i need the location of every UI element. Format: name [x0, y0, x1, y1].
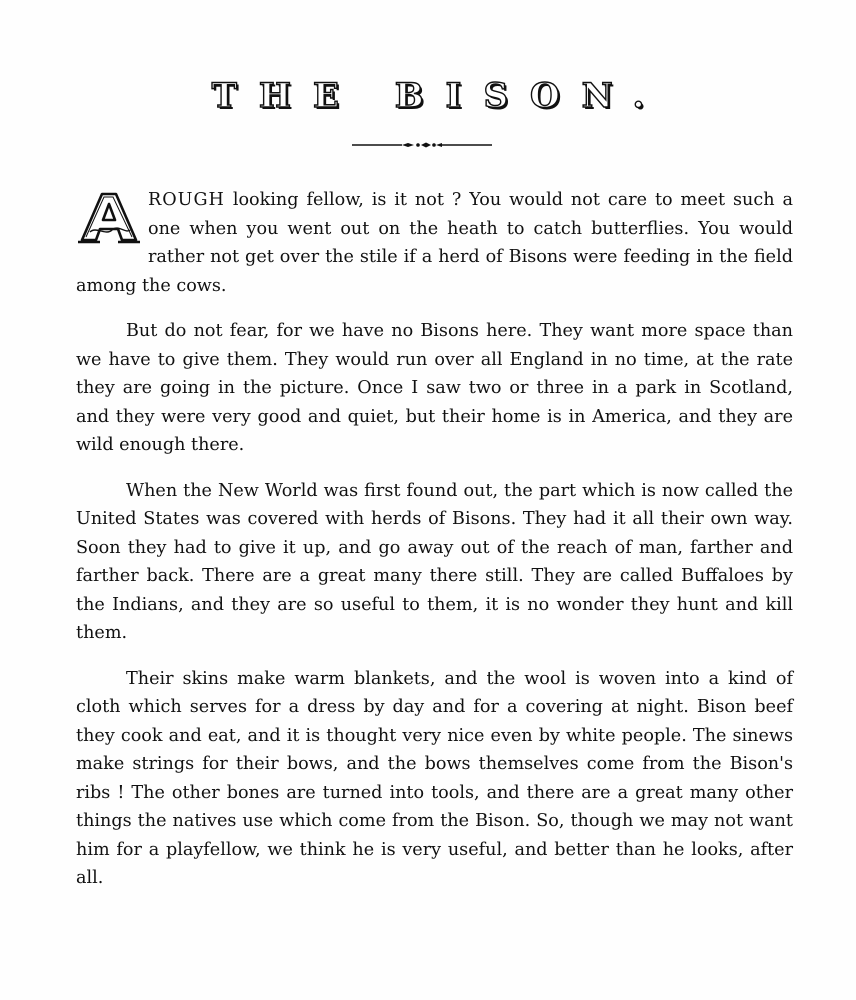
dropcap-a-icon [76, 190, 142, 244]
article-body [76, 186, 793, 910]
paragraph-4: Their skins make warm blankets, and the wool is woven into a kind of cloth which serves for a dress by day and for a covering at night. Bison beef they cook and eat, and it is thought very nice even by white people. The sinews make strings for their bows, and the bows themselves come from the Bison's ribs ! The other bones are turned into tools, and there are a great many other things the natives use which come from the Bison. So, though we may not want him for a playfellow, we think he is very useful, and better than he looks, after all. [76, 668, 793, 888]
paragraph-1 [76, 186, 793, 300]
page-title: THE BISON. [211, 76, 667, 116]
dropcap-letter [76, 190, 142, 244]
paragraph-2: But do not fear, for we have no Bisons here. They want more space than we have to give them. They would run over all England in no time, at the rate they are going in the picture. Once I saw two or three in a park in Scotland, and they were very good and quiet, but their home is in America, and they are wild enough there. [76, 321, 793, 455]
paragraph-3: When the New World was first found out, the part which is now called the United States was covered with herds of Bisons. They had it all their own way. Soon they had to give it up, and go away out of the reach of man, farther and farther back. There are a great many there still. They are called Buffaloes by the Indians, and they are so useful to them, it is no wonder they hunt and kill them. [76, 480, 793, 643]
opening-word: ROUGH [148, 190, 225, 210]
paragraph-1-text: looking fellow, is it not ? You would not care to meet such a one when you went out on the heath to catch butterflies. You would rather not get over the stile if a herd of Bisons were feeding in the field among the cows. [76, 190, 793, 296]
ornament-divider-icon [352, 138, 492, 152]
